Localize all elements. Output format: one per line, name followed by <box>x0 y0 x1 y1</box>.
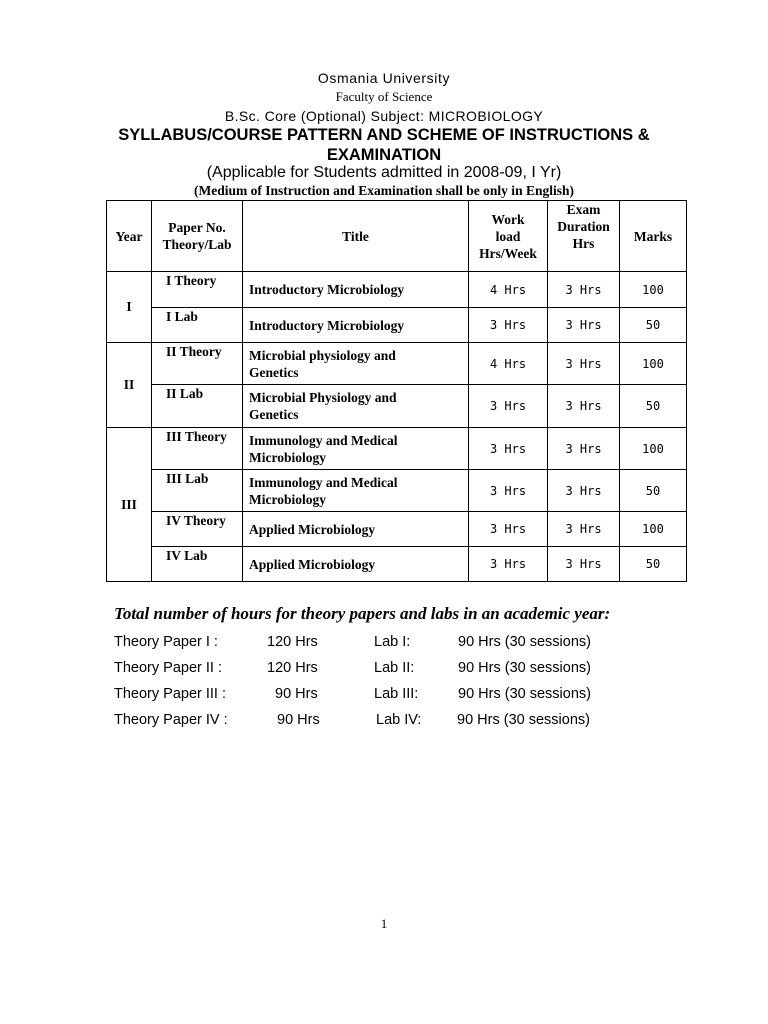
title-cell: Immunology and Medical Microbiology <box>243 470 469 512</box>
workload-cell: 3 Hrs <box>469 512 548 547</box>
faculty-name: Faculty of Science <box>335 89 433 104</box>
applicability-note: (Applicable for Students admitted in 2008-09, I Yr) <box>206 164 562 181</box>
lab-label: Lab IV: <box>376 712 422 728</box>
marks-cell: 100 <box>620 512 687 547</box>
marks-cell: 100 <box>620 428 687 470</box>
paper-cell: IV Lab <box>152 547 243 582</box>
totals-row <box>0 660 768 680</box>
university-name: Osmania University <box>317 70 451 86</box>
title-cell: Immunology and Medical Microbiology <box>243 428 469 470</box>
table-header-row <box>107 201 687 272</box>
duration-cell: 3 Hrs <box>548 343 620 385</box>
lab-hours: 90 Hrs (30 sessions) <box>458 686 591 702</box>
marks-cell: 50 <box>620 547 687 582</box>
table-row <box>107 470 687 512</box>
subject-line: B.Sc. Core (Optional) Subject: MICROBIOLOGY <box>224 108 544 124</box>
duration-cell: 3 Hrs <box>548 547 620 582</box>
table-row <box>107 272 687 308</box>
document-title-line-2: EXAMINATION <box>326 146 442 164</box>
theory-paper-label: Theory Paper IV : <box>114 712 228 728</box>
duration-cell: 3 Hrs <box>548 308 620 343</box>
header-year: Year <box>107 201 152 272</box>
table-row <box>107 428 687 470</box>
table-row <box>107 547 687 582</box>
workload-cell: 4 Hrs <box>469 272 548 308</box>
marks-cell: 50 <box>620 385 687 428</box>
lab-hours: 90 Hrs (30 sessions) <box>458 660 591 676</box>
document-title-line-1: SYLLABUS/COURSE PATTERN AND SCHEME OF INSTRUCTIONS & <box>118 126 650 144</box>
theory-paper-hours: 90 Hrs <box>277 712 320 728</box>
duration-cell: 3 Hrs <box>548 272 620 308</box>
marks-cell: 50 <box>620 470 687 512</box>
marks-cell: 100 <box>620 343 687 385</box>
totals-row <box>0 634 768 654</box>
paper-cell: III Theory <box>152 428 243 470</box>
theory-paper-label: Theory Paper I : <box>114 634 218 650</box>
duration-cell: 3 Hrs <box>548 428 620 470</box>
year-cell: III <box>107 428 152 582</box>
workload-cell: 3 Hrs <box>469 308 548 343</box>
page-number: 1 <box>380 916 388 931</box>
lab-label: Lab III: <box>374 686 419 702</box>
table-row <box>107 308 687 343</box>
paper-cell: I Theory <box>152 272 243 308</box>
lab-hours: 90 Hrs (30 sessions) <box>457 712 590 728</box>
totals-row <box>0 712 768 732</box>
header-workload: Work load Hrs/Week <box>469 201 548 272</box>
header-exam-duration: Exam Duration Hrs <box>548 201 620 272</box>
header-title: Title <box>243 201 469 272</box>
theory-paper-label: Theory Paper II : <box>114 660 222 676</box>
title-cell: Microbial Physiology and Genetics <box>243 385 469 428</box>
theory-paper-hours: 120 Hrs <box>267 660 318 676</box>
workload-cell: 3 Hrs <box>469 470 548 512</box>
workload-cell: 3 Hrs <box>469 385 548 428</box>
duration-cell: 3 Hrs <box>548 470 620 512</box>
lab-label: Lab I: <box>374 634 411 650</box>
marks-cell: 50 <box>620 308 687 343</box>
syllabus-table <box>106 200 687 582</box>
year-cell: II <box>107 343 152 428</box>
theory-paper-hours: 120 Hrs <box>267 634 318 650</box>
title-cell: Microbial physiology and Genetics <box>243 343 469 385</box>
workload-cell: 4 Hrs <box>469 343 548 385</box>
table-row <box>107 512 687 547</box>
paper-cell: II Theory <box>152 343 243 385</box>
totals-heading: Total number of hours for theory papers and labs in an academic year: <box>114 604 611 623</box>
title-cell: Applied Microbiology <box>243 512 469 547</box>
workload-cell: 3 Hrs <box>469 428 548 470</box>
header-marks: Marks <box>620 201 687 272</box>
title-cell: Applied Microbiology <box>243 547 469 582</box>
theory-paper-hours: 90 Hrs <box>275 686 318 702</box>
paper-cell: I Lab <box>152 308 243 343</box>
totals-row <box>0 686 768 706</box>
header-paper: Paper No. Theory/Lab <box>152 201 243 272</box>
paper-cell: III Lab <box>152 470 243 512</box>
workload-cell: 3 Hrs <box>469 547 548 582</box>
paper-cell: II Lab <box>152 385 243 428</box>
lab-hours: 90 Hrs (30 sessions) <box>458 634 591 650</box>
table-row <box>107 385 687 428</box>
title-cell: Introductory Microbiology <box>243 272 469 308</box>
duration-cell: 3 Hrs <box>548 385 620 428</box>
medium-note: (Medium of Instruction and Examination shall be only in English) <box>194 183 574 198</box>
duration-cell: 3 Hrs <box>548 512 620 547</box>
paper-cell: IV Theory <box>152 512 243 547</box>
table-row <box>107 343 687 385</box>
title-cell: Introductory Microbiology <box>243 308 469 343</box>
lab-label: Lab II: <box>374 660 415 676</box>
marks-cell: 100 <box>620 272 687 308</box>
theory-paper-label: Theory Paper III : <box>114 686 227 702</box>
year-cell: I <box>107 272 152 343</box>
